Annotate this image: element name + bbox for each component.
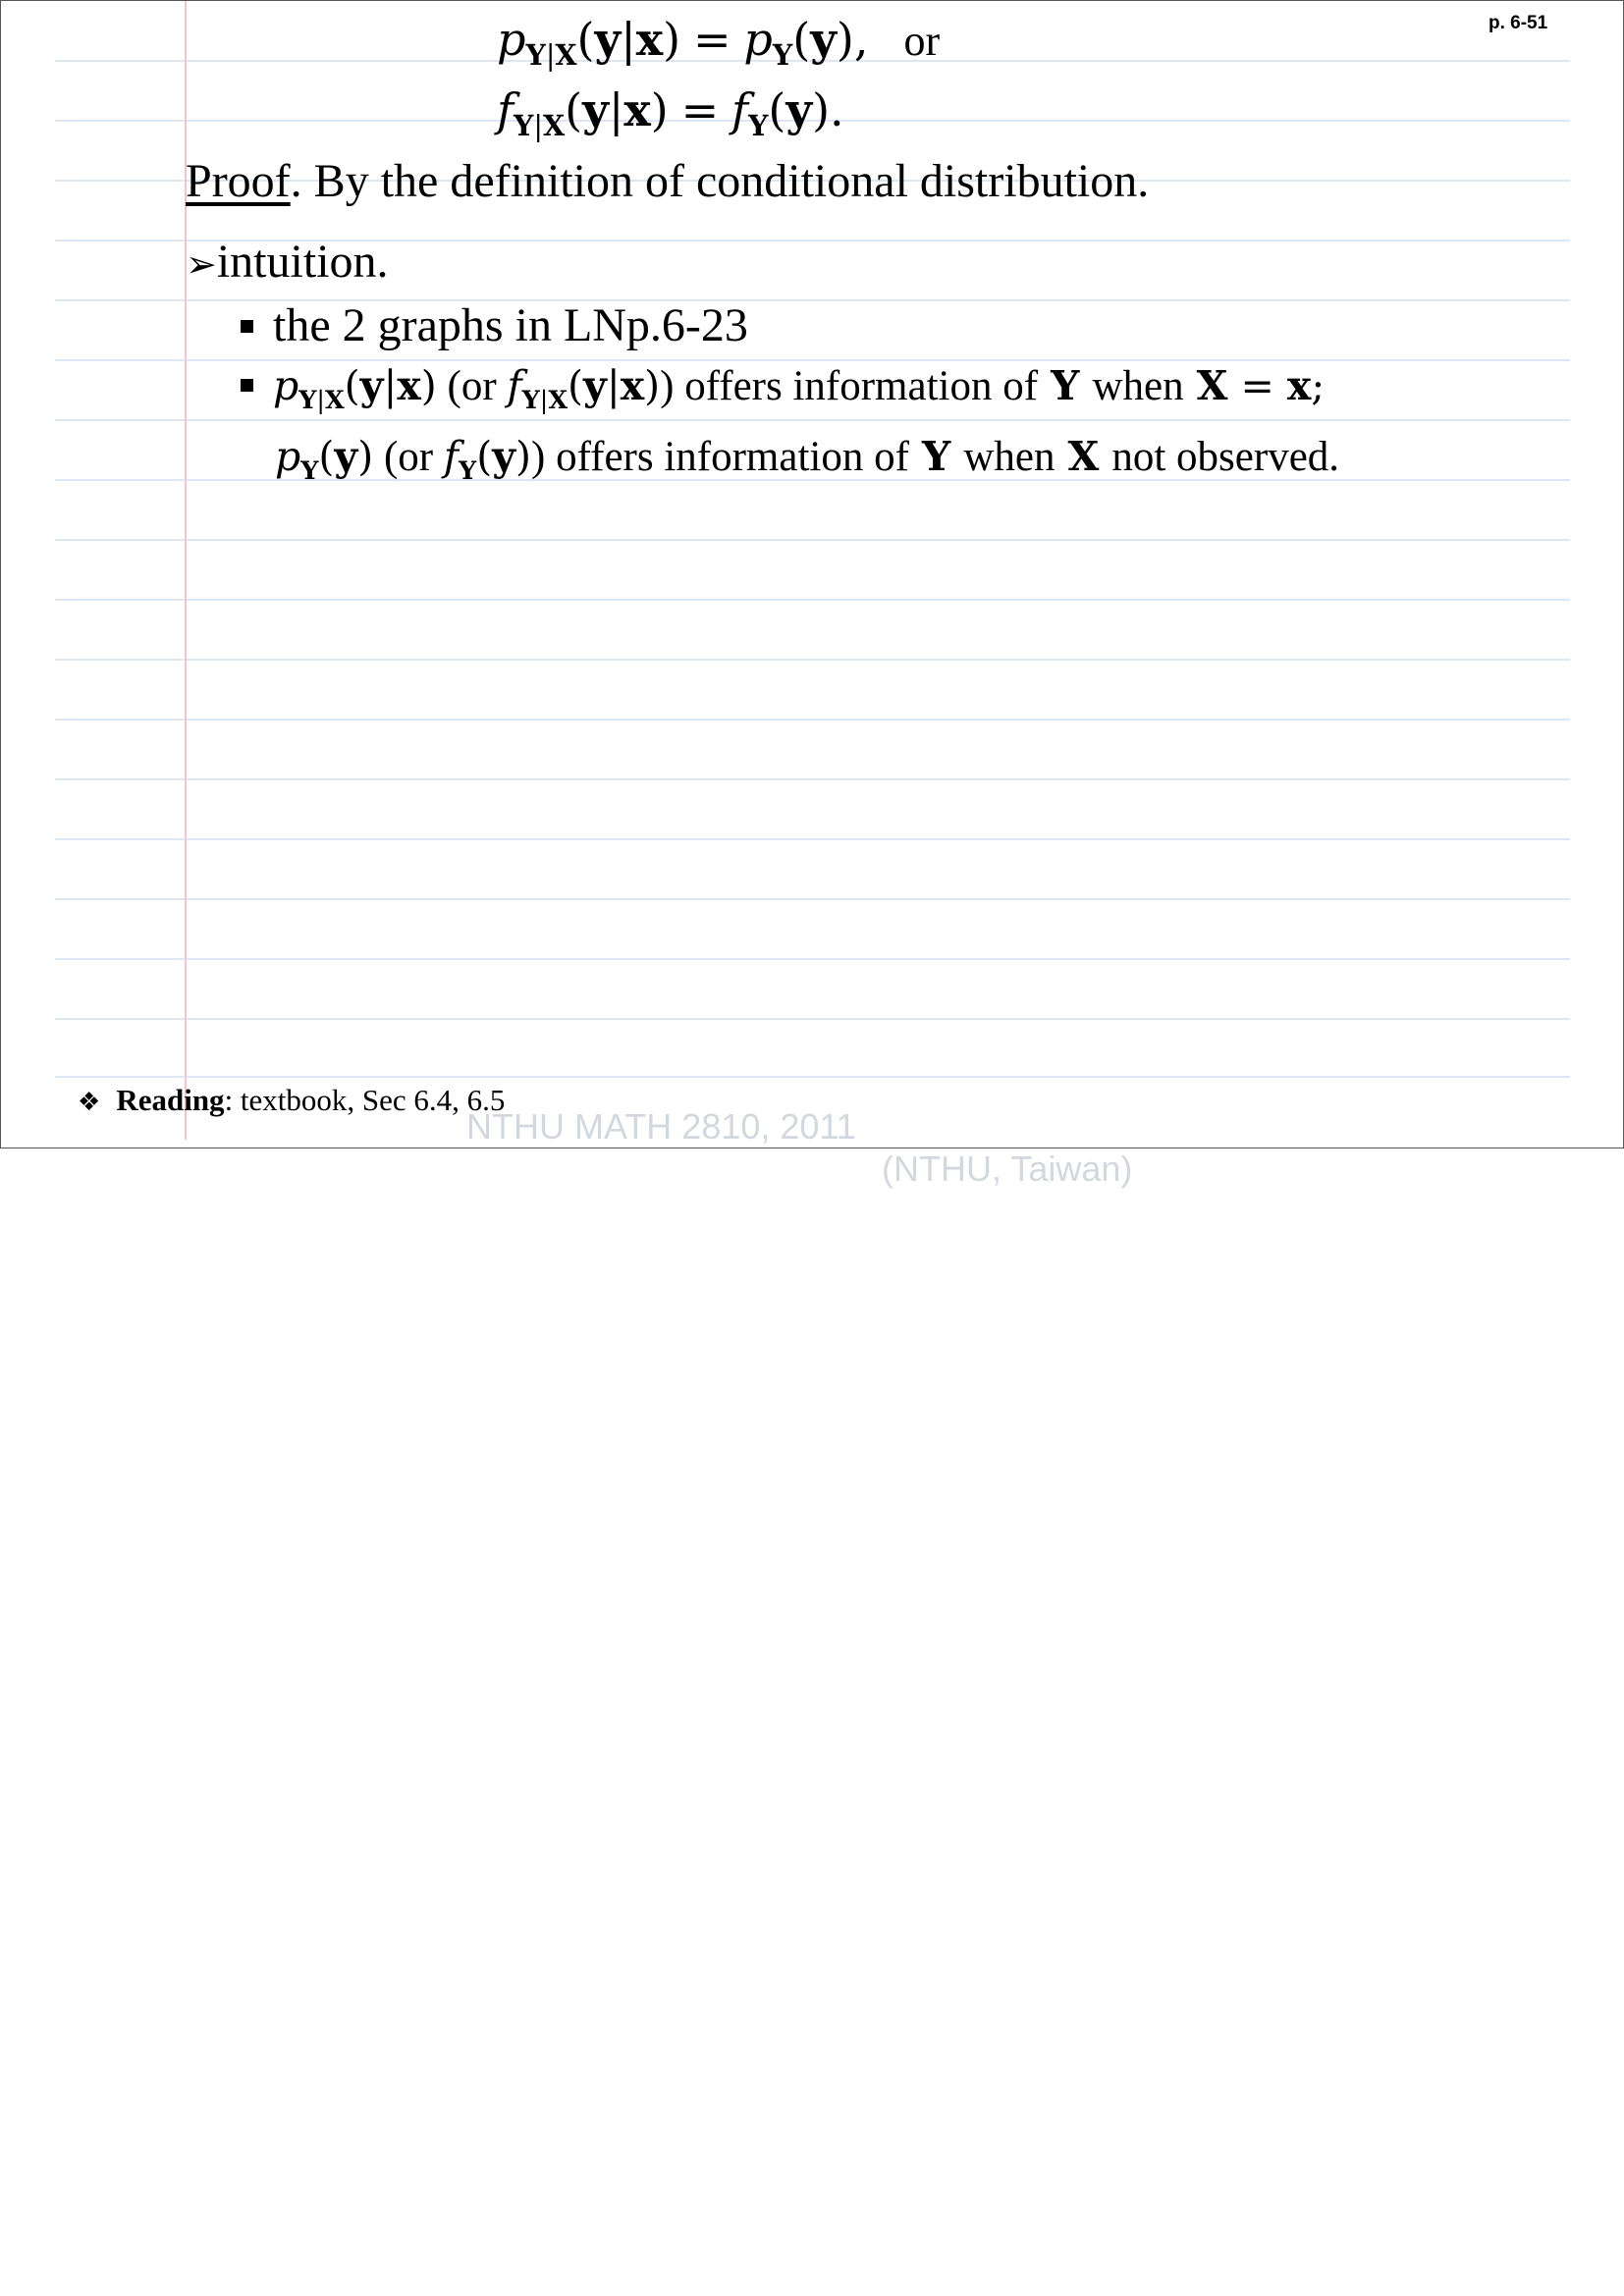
bullet-text-fragment: not observed. xyxy=(1111,434,1340,480)
bullet-text: the 2 graphs in LNp.6-23 xyxy=(273,299,748,351)
equation-pdf-independence: $f_{Y|X}(y|x) = f_Y(y)$. xyxy=(497,83,844,142)
square-bullet-icon xyxy=(241,320,253,333)
bullet-text-fragment: ) xyxy=(531,434,557,480)
bullet-text: offers information of xyxy=(556,434,909,480)
ruled-line xyxy=(55,1018,1570,1020)
diamond-flower-bullet-icon: ❖ xyxy=(78,1088,101,1117)
arrowhead-bullet-icon: ➢ xyxy=(186,242,217,286)
bullet-text-fragment: (or xyxy=(436,363,508,409)
ruled-line xyxy=(55,359,1570,361)
ruled-line xyxy=(55,898,1570,900)
ruled-line xyxy=(55,778,1570,780)
intuition-label: intuition. xyxy=(216,236,389,288)
ruled-line xyxy=(55,599,1570,601)
bullet-text-fragment: (or xyxy=(373,434,444,480)
footer-affiliation: (NTHU, Taiwan) xyxy=(882,1148,1133,1189)
reading-text: : textbook, Sec 6.4, 6.5 xyxy=(224,1083,506,1117)
square-bullet-icon xyxy=(241,379,253,392)
proof-label: Proof xyxy=(186,155,291,207)
ruled-line xyxy=(55,659,1570,661)
bullet-text-fragment: ) xyxy=(660,363,685,409)
ruled-line xyxy=(55,719,1570,721)
bullet-item-marginal-info: $p_Y(y)$ (or $f_Y(y)$) offers information of Y when X not observed. xyxy=(275,433,1340,485)
ruled-line xyxy=(55,539,1570,541)
proof-line xyxy=(186,154,1149,208)
equation-connector-or: or xyxy=(903,17,941,65)
bullet-text-fragment: ; xyxy=(1311,362,1326,409)
footer-course: NTHU MATH 2810, 2011 xyxy=(466,1106,856,1147)
page-number: p. 6-51 xyxy=(1489,13,1548,33)
ruled-line xyxy=(55,958,1570,960)
bullet-text-fragment: when xyxy=(1092,363,1184,409)
bullet-text: offers information of xyxy=(684,363,1039,409)
intuition-heading xyxy=(186,235,389,289)
proof-text: . By the definition of conditional distribution. xyxy=(290,155,1150,207)
bullet-item-graphs xyxy=(241,298,748,352)
equation-pmf-independence: $p_{Y|X}(y|x) = p_Y(y)$, or xyxy=(497,13,941,72)
bullet-item-conditional-info: $p_{Y|X}(y|x)$ (or $f_{Y|X}(y|x)$) offers information of Y when X = x; xyxy=(241,362,1325,410)
bullet-text-fragment: when xyxy=(963,434,1056,480)
ruled-line xyxy=(55,419,1570,421)
reading-label: Reading xyxy=(116,1083,225,1117)
ruled-line xyxy=(55,838,1570,840)
reading-note xyxy=(78,1083,505,1118)
ruled-line xyxy=(55,1076,1570,1078)
